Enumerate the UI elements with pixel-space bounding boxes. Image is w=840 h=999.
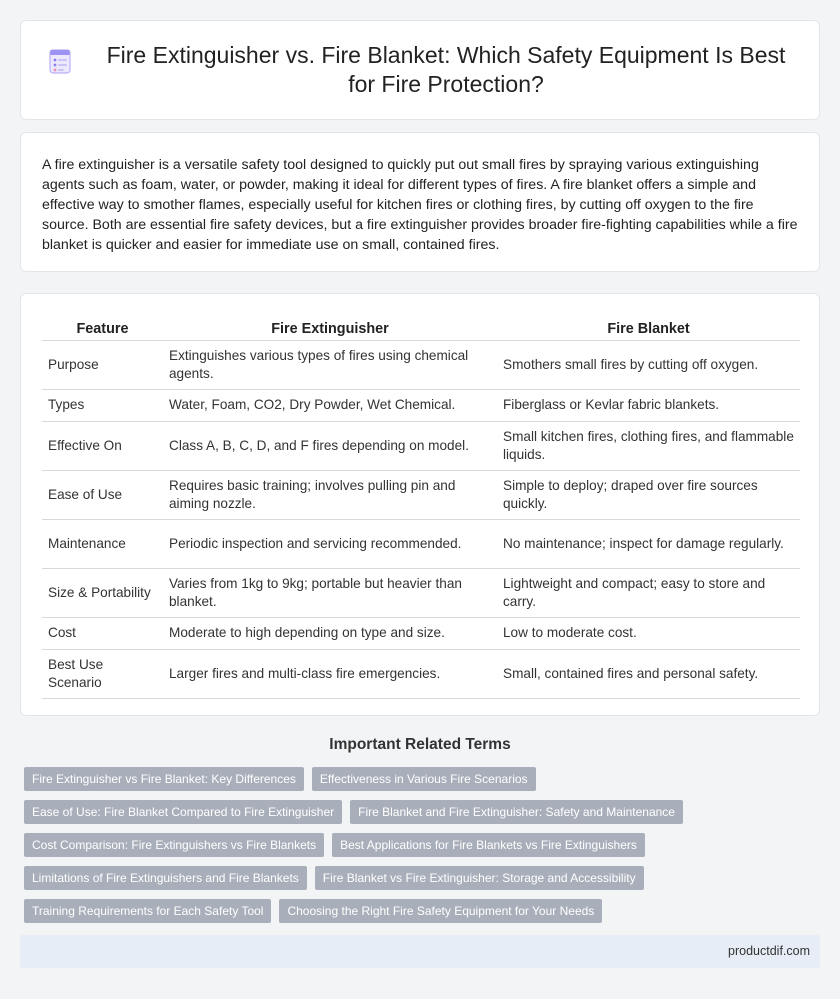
blanket-cell: Fiberglass or Kevlar fabric blankets.	[497, 389, 800, 421]
tag-row	[24, 899, 824, 923]
feature-cell: Effective On	[42, 421, 163, 470]
related-term-tag[interactable]: Choosing the Right Fire Safety Equipment for Your Needs	[279, 899, 602, 923]
intro-card	[20, 132, 820, 272]
blanket-cell: Small kitchen fires, clothing fires, and flammable liquids.	[497, 421, 800, 470]
document-list-icon	[46, 47, 74, 75]
table-row	[42, 389, 800, 421]
blanket-cell: Low to moderate cost.	[497, 617, 800, 649]
extinguisher-cell: Periodic inspection and servicing recommended.	[163, 519, 497, 568]
blanket-cell: Small, contained fires and personal safety.	[497, 649, 800, 698]
header-feature: Feature	[42, 310, 163, 340]
blanket-cell: Simple to deploy; draped over fire sources quickly.	[497, 470, 800, 519]
header-fire-extinguisher: Fire Extinguisher	[163, 310, 497, 340]
feature-cell: Best Use Scenario	[42, 649, 163, 698]
related-terms-title: Important Related Terms	[329, 736, 511, 753]
extinguisher-cell: Larger fires and multi-class fire emergencies.	[163, 649, 497, 698]
related-term-tag[interactable]: Ease of Use: Fire Blanket Compared to Fire Extinguisher	[24, 800, 342, 824]
table-row	[42, 568, 800, 617]
table-row	[42, 421, 800, 470]
extinguisher-cell: Water, Foam, CO2, Dry Powder, Wet Chemical.	[163, 389, 497, 421]
table-row	[42, 519, 800, 568]
intro-paragraph: A fire extinguisher is a versatile safety tool designed to quickly put out small fires by spraying various extinguishing agents such as foam, water, or powder, making it ideal for different types of fires. A fire blanket offers a simple and effective way to smother flames, especially useful for kitchen fires or clothing fires, by cutting off oxygen to the fire source. Both are essential fire safety devices, but a fire extinguisher provides broader fire-fighting capabilities while a fire blanket is quicker and easier for immediate use on small, contained fires.	[42, 157, 798, 253]
extinguisher-cell: Varies from 1kg to 9kg; portable but heavier than blanket.	[163, 568, 497, 617]
comparison-table	[42, 310, 800, 699]
table-header-row	[42, 310, 800, 340]
tag-row	[24, 833, 824, 857]
page-title: Fire Extinguisher vs. Fire Blanket: Which Safety Equipment Is Best for Fire Protection?	[106, 42, 786, 97]
feature-cell: Cost	[42, 617, 163, 649]
extinguisher-cell: Extinguishes various types of fires using chemical agents.	[163, 340, 497, 389]
related-term-tag[interactable]: Effectiveness in Various Fire Scenarios	[312, 767, 536, 791]
related-term-tag[interactable]: Fire Blanket and Fire Extinguisher: Safety and Maintenance	[350, 800, 683, 824]
feature-cell: Size & Portability	[42, 568, 163, 617]
blanket-cell: No maintenance; inspect for damage regularly.	[497, 519, 800, 568]
feature-cell: Purpose	[42, 340, 163, 389]
footer	[20, 935, 820, 968]
tag-row	[24, 767, 824, 791]
table-row	[42, 649, 800, 698]
related-term-tag[interactable]: Training Requirements for Each Safety Tool	[24, 899, 271, 923]
related-terms-tags	[24, 767, 824, 932]
blanket-cell: Lightweight and compact; easy to store and carry.	[497, 568, 800, 617]
title-wrap	[40, 41, 800, 99]
site-name[interactable]: productdif.com	[728, 944, 810, 958]
table-row	[42, 340, 800, 389]
tag-row	[24, 800, 824, 824]
related-term-tag[interactable]: Fire Blanket vs Fire Extinguisher: Storage and Accessibility	[315, 866, 644, 890]
table-row	[42, 617, 800, 649]
related-term-tag[interactable]: Limitations of Fire Extinguishers and Fire Blankets	[24, 866, 307, 890]
extinguisher-cell: Class A, B, C, D, and F fires depending on model.	[163, 421, 497, 470]
header-card	[20, 20, 820, 120]
extinguisher-cell: Requires basic training; involves pulling pin and aiming nozzle.	[163, 470, 497, 519]
tag-row	[24, 866, 824, 890]
related-term-tag[interactable]: Fire Extinguisher vs Fire Blanket: Key Differences	[24, 767, 304, 791]
blanket-cell: Smothers small fires by cutting off oxygen.	[497, 340, 800, 389]
feature-cell: Types	[42, 389, 163, 421]
comparison-table-card	[20, 293, 820, 716]
header-fire-blanket: Fire Blanket	[497, 310, 800, 340]
feature-cell: Ease of Use	[42, 470, 163, 519]
related-term-tag[interactable]: Cost Comparison: Fire Extinguishers vs Fire Blankets	[24, 833, 324, 857]
related-term-tag[interactable]: Best Applications for Fire Blankets vs Fire Extinguishers	[332, 833, 645, 857]
extinguisher-cell: Moderate to high depending on type and size.	[163, 617, 497, 649]
table-row	[42, 470, 800, 519]
feature-cell: Maintenance	[42, 519, 163, 568]
